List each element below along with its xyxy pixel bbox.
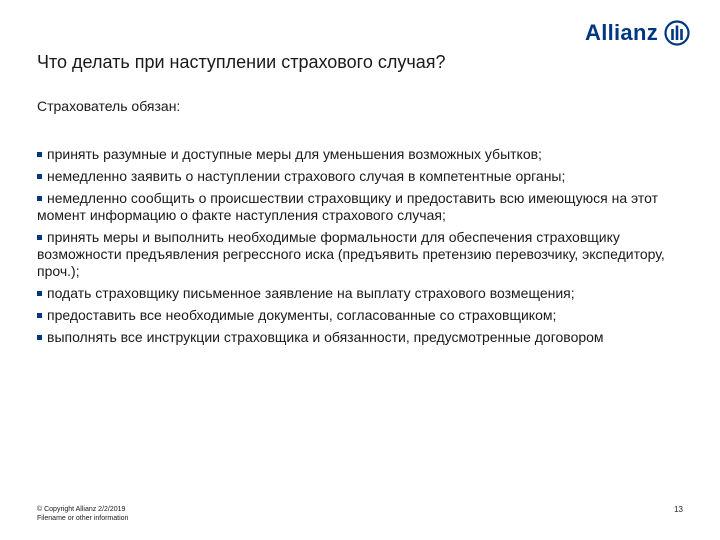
bullet-marker <box>37 174 42 179</box>
obligations-list <box>37 146 677 351</box>
list-item <box>37 307 677 324</box>
bullet-marker <box>37 313 42 318</box>
list-item-text: немедленно сообщить о происшествии страховщику и предоставить всю имеющуюся на этот момент информацию о факте наступления страхового случая; <box>37 190 659 223</box>
bullet-marker <box>37 291 42 296</box>
page-number: 13 <box>674 505 683 514</box>
list-item <box>37 190 677 224</box>
list-item <box>37 229 677 280</box>
list-item <box>37 146 677 163</box>
list-item-text: подать страховщику письменное заявление на выплату страхового возмещения; <box>47 285 575 301</box>
list-item-text: немедленно заявить о наступлении страхового случая в компетентные органы; <box>47 168 566 184</box>
list-item <box>37 168 677 185</box>
allianz-logo <box>585 20 690 46</box>
allianz-eagle-icon <box>664 20 690 46</box>
bullet-marker <box>37 335 42 340</box>
slide-intro: Страхователь обязан: <box>37 98 181 114</box>
footer-copyright: © Copyright Allianz 2/2/2019 <box>37 506 126 513</box>
list-item <box>37 285 677 302</box>
footer <box>37 505 128 523</box>
bullet-marker <box>37 235 42 240</box>
bullet-marker <box>37 196 42 201</box>
footer-filename: Filename or other information <box>37 515 129 522</box>
list-item-text: выполнять все инструкции страховщика и обязанности, предусмотренные договором <box>47 329 604 345</box>
slide-title: Что делать при наступлении страхового случая? <box>37 52 446 72</box>
logo-wordmark: Allianz <box>585 20 658 45</box>
list-item-text: принять разумные и доступные меры для уменьшения возможных убытков; <box>47 146 542 162</box>
bullet-marker <box>37 152 42 157</box>
list-item-text: принять меры и выполнить необходимые формальности для обеспечения страховщику возможности предъявления регрессного иска (предъявить претензию перевозчику, экспедитору, проч.); <box>37 229 665 279</box>
list-item <box>37 329 677 346</box>
list-item-text: предоставить все необходимые документы, согласованные со страховщиком; <box>47 307 557 323</box>
